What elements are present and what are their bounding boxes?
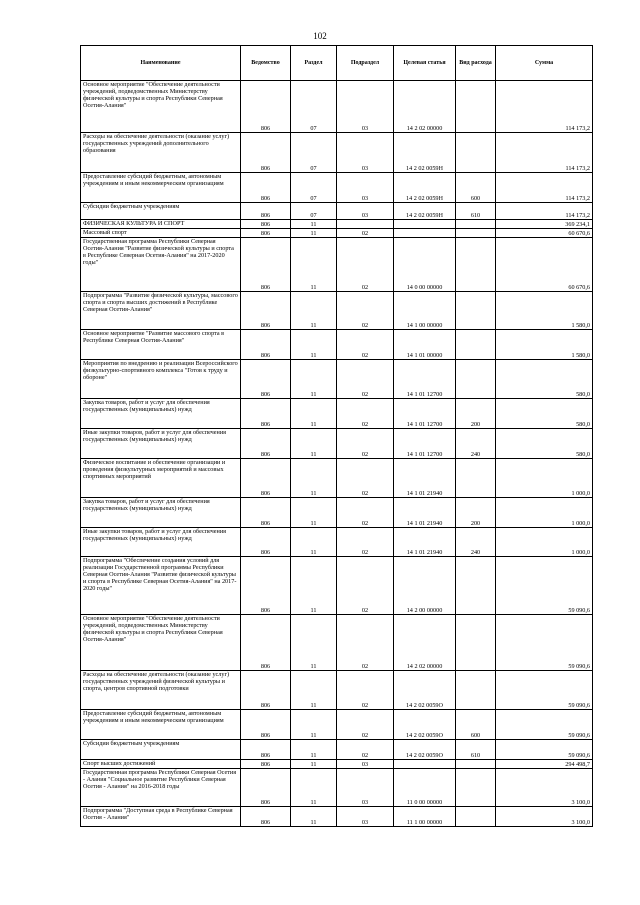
table-row xyxy=(81,429,593,459)
row-section: 11 xyxy=(291,360,337,399)
row-department: 806 xyxy=(241,459,291,498)
row-expense-type: 240 xyxy=(456,528,496,557)
header-section: Раздел xyxy=(291,46,337,81)
row-name: Массовый спорт xyxy=(81,229,241,238)
row-target-article: 14 2 02 0059О xyxy=(394,740,456,760)
row-subsection: 02 xyxy=(337,498,394,528)
row-target-article: 14 2 02 0059Н xyxy=(394,173,456,203)
table-row xyxy=(81,769,593,807)
row-expense-type xyxy=(456,292,496,330)
row-amount: 114 173,2 xyxy=(496,133,593,173)
row-section: 11 xyxy=(291,710,337,740)
row-target-article xyxy=(394,229,456,238)
table-row xyxy=(81,740,593,760)
row-subsection: 02 xyxy=(337,292,394,330)
row-subsection: 03 xyxy=(337,203,394,220)
row-department: 806 xyxy=(241,292,291,330)
row-section: 07 xyxy=(291,173,337,203)
table-row xyxy=(81,528,593,557)
row-name: Закупка товаров, работ и услуг для обеспечения государственных (муниципальных) нужд xyxy=(81,498,241,528)
row-subsection: 02 xyxy=(337,557,394,615)
row-subsection: 02 xyxy=(337,740,394,760)
row-amount: 114 173,2 xyxy=(496,173,593,203)
row-subsection: 02 xyxy=(337,710,394,740)
row-department: 806 xyxy=(241,238,291,292)
row-department: 806 xyxy=(241,203,291,220)
row-amount: 60 670,6 xyxy=(496,229,593,238)
row-department: 806 xyxy=(241,220,291,229)
table-header-row xyxy=(81,46,593,81)
row-section: 11 xyxy=(291,498,337,528)
table-row xyxy=(81,238,593,292)
row-subsection: 02 xyxy=(337,399,394,429)
row-section: 11 xyxy=(291,769,337,807)
table-row xyxy=(81,81,593,133)
row-target-article: 14 1 01 21940 xyxy=(394,459,456,498)
row-subsection: 02 xyxy=(337,229,394,238)
row-target-article xyxy=(394,220,456,229)
row-expense-type xyxy=(456,133,496,173)
row-department: 806 xyxy=(241,740,291,760)
row-amount: 59 090,6 xyxy=(496,557,593,615)
row-department: 806 xyxy=(241,133,291,173)
row-expense-type xyxy=(456,807,496,827)
row-section: 07 xyxy=(291,81,337,133)
row-department: 806 xyxy=(241,81,291,133)
row-name: Основное мероприятие "Обеспечение деятельности учреждений, подведомственных Министерству физической культуры и спорта Республики Северная Осетия-Алания" xyxy=(81,615,241,671)
row-target-article: 14 2 02 0059О xyxy=(394,671,456,710)
row-target-article: 14 1 01 12700 xyxy=(394,399,456,429)
header-subsection: Подраздел xyxy=(337,46,394,81)
table-row xyxy=(81,760,593,769)
row-department: 806 xyxy=(241,360,291,399)
row-section: 11 xyxy=(291,330,337,360)
row-department: 806 xyxy=(241,330,291,360)
row-amount: 1 000,0 xyxy=(496,459,593,498)
row-section: 11 xyxy=(291,528,337,557)
row-expense-type xyxy=(456,459,496,498)
row-target-article: 14 2 02 0059Н xyxy=(394,133,456,173)
row-name: Предоставление субсидий бюджетным, автономным учреждениям и иным некоммерческим организациям xyxy=(81,710,241,740)
row-section: 11 xyxy=(291,760,337,769)
row-name: Подпрограмма "Доступная среда в Республике Северная Осетия - Алания" xyxy=(81,807,241,827)
row-department: 806 xyxy=(241,671,291,710)
page-number: 102 xyxy=(313,31,327,41)
row-section: 11 xyxy=(291,399,337,429)
row-name: Основное мероприятие "Развитие массового спорта в Республике Северная Осетия-Алания" xyxy=(81,330,241,360)
row-amount: 59 090,6 xyxy=(496,615,593,671)
row-expense-type xyxy=(456,615,496,671)
row-name: Мероприятия по внедрению и реализации Всероссийского физкультурно-спортивного комплекса "Готов к труду и обороне" xyxy=(81,360,241,399)
row-name: Спорт высших достижений xyxy=(81,760,241,769)
row-name: Закупка товаров, работ и услуг для обеспечения государственных (муниципальных) нужд xyxy=(81,399,241,429)
row-department: 806 xyxy=(241,173,291,203)
row-amount: 580,0 xyxy=(496,429,593,459)
row-subsection xyxy=(337,220,394,229)
row-expense-type xyxy=(456,671,496,710)
row-subsection: 03 xyxy=(337,133,394,173)
row-expense-type xyxy=(456,81,496,133)
row-target-article: 14 1 00 00000 xyxy=(394,292,456,330)
table-row xyxy=(81,133,593,173)
table-row xyxy=(81,203,593,220)
row-target-article: 14 1 01 12700 xyxy=(394,360,456,399)
table-row xyxy=(81,807,593,827)
table-row xyxy=(81,360,593,399)
header-amount: Сумма xyxy=(496,46,593,81)
row-amount: 580,0 xyxy=(496,360,593,399)
row-target-article: 14 0 00 00000 xyxy=(394,238,456,292)
row-subsection: 02 xyxy=(337,615,394,671)
table-row xyxy=(81,459,593,498)
row-expense-type xyxy=(456,760,496,769)
row-subsection: 03 xyxy=(337,769,394,807)
row-target-article: 11 1 00 00000 xyxy=(394,807,456,827)
row-section: 11 xyxy=(291,429,337,459)
row-name: Иные закупки товаров, работ и услуг для обеспечения государственных (муниципальных) нужд xyxy=(81,429,241,459)
row-target-article: 14 2 02 0059Н xyxy=(394,203,456,220)
row-name: Подпрограмма "Развитие физической культуры, массового спорта и спорта высших достижений в Республике Северная Осетия-Алания" xyxy=(81,292,241,330)
table-row xyxy=(81,229,593,238)
row-amount: 294 498,7 xyxy=(496,760,593,769)
row-expense-type: 610 xyxy=(456,740,496,760)
row-subsection: 02 xyxy=(337,330,394,360)
row-expense-type xyxy=(456,229,496,238)
row-name: Иные закупки товаров, работ и услуг для обеспечения государственных (муниципальных) нужд xyxy=(81,528,241,557)
row-amount: 3 100,0 xyxy=(496,769,593,807)
header-target-article: Целевая статья xyxy=(394,46,456,81)
header-name: Наименование xyxy=(81,46,241,81)
row-department: 806 xyxy=(241,399,291,429)
row-target-article: 14 1 01 21940 xyxy=(394,498,456,528)
row-subsection: 03 xyxy=(337,760,394,769)
table-row xyxy=(81,330,593,360)
table-row xyxy=(81,498,593,528)
budget-table xyxy=(80,45,593,827)
row-amount: 580,0 xyxy=(496,399,593,429)
row-section: 11 xyxy=(291,220,337,229)
row-amount: 369 234,1 xyxy=(496,220,593,229)
row-name: ФИЗИЧЕСКАЯ КУЛЬТУРА И СПОРТ xyxy=(81,220,241,229)
table-row xyxy=(81,292,593,330)
row-amount: 1 000,0 xyxy=(496,498,593,528)
row-expense-type xyxy=(456,330,496,360)
row-amount: 3 100,0 xyxy=(496,807,593,827)
row-subsection: 02 xyxy=(337,528,394,557)
row-name: Расходы на обеспечение деятельности (оказание услуг) государственных учреждений дополнительного образования xyxy=(81,133,241,173)
row-department: 806 xyxy=(241,557,291,615)
row-target-article: 11 0 00 00000 xyxy=(394,769,456,807)
row-department: 806 xyxy=(241,710,291,740)
row-expense-type: 600 xyxy=(456,710,496,740)
row-name: Субсидии бюджетным учреждениям xyxy=(81,740,241,760)
header-expense-type: Вид расхода xyxy=(456,46,496,81)
table-row xyxy=(81,710,593,740)
row-name: Субсидии бюджетным учреждениям xyxy=(81,203,241,220)
row-target-article: 14 2 00 00000 xyxy=(394,557,456,615)
row-section: 11 xyxy=(291,238,337,292)
row-expense-type xyxy=(456,220,496,229)
row-amount: 1 580,0 xyxy=(496,330,593,360)
row-expense-type: 610 xyxy=(456,203,496,220)
row-expense-type: 200 xyxy=(456,399,496,429)
row-name: Подпрограмма "Обеспечение создания условий для реализации Государственной программы Республики Северная Осетия-Алания "Развитие физической культуры и спорта в Республике Северная Осетия-Алания" на 2017-2020 годы" xyxy=(81,557,241,615)
row-target-article: 14 2 02 0059О xyxy=(394,710,456,740)
table-row xyxy=(81,399,593,429)
row-name: Расходы на обеспечение деятельности (оказание услуг) государственных учреждений физической культуры и спорта, центров спортивной подготовки xyxy=(81,671,241,710)
row-amount: 114 173,2 xyxy=(496,81,593,133)
row-section: 11 xyxy=(291,740,337,760)
table-row xyxy=(81,615,593,671)
row-subsection: 02 xyxy=(337,429,394,459)
row-department: 806 xyxy=(241,760,291,769)
row-amount: 59 090,6 xyxy=(496,740,593,760)
row-expense-type xyxy=(456,769,496,807)
table-row xyxy=(81,671,593,710)
row-amount: 1 000,0 xyxy=(496,528,593,557)
row-section: 07 xyxy=(291,203,337,220)
row-target-article: 14 1 01 12700 xyxy=(394,429,456,459)
row-section: 11 xyxy=(291,459,337,498)
row-department: 806 xyxy=(241,528,291,557)
row-department: 806 xyxy=(241,769,291,807)
row-department: 806 xyxy=(241,807,291,827)
row-expense-type: 200 xyxy=(456,498,496,528)
row-subsection: 02 xyxy=(337,360,394,399)
row-target-article: 14 2 02 00000 xyxy=(394,615,456,671)
header-department: Ведомство xyxy=(241,46,291,81)
row-amount: 1 580,0 xyxy=(496,292,593,330)
row-amount: 60 670,6 xyxy=(496,238,593,292)
row-name: Предоставление субсидий бюджетным, автономным учреждениям и иным некоммерческим организациям xyxy=(81,173,241,203)
row-name: Государственная программа Республики Северная Осетия - Алания "Социальное развитие Республики Северная Осетия - Алания" на 2016-2018 годы xyxy=(81,769,241,807)
row-section: 11 xyxy=(291,807,337,827)
row-amount: 59 090,6 xyxy=(496,671,593,710)
table-row xyxy=(81,173,593,203)
table-row xyxy=(81,220,593,229)
row-expense-type: 600 xyxy=(456,173,496,203)
row-department: 806 xyxy=(241,229,291,238)
row-section: 07 xyxy=(291,133,337,173)
row-department: 806 xyxy=(241,615,291,671)
row-section: 11 xyxy=(291,557,337,615)
row-expense-type xyxy=(456,557,496,615)
row-expense-type xyxy=(456,238,496,292)
row-expense-type: 240 xyxy=(456,429,496,459)
row-amount: 59 090,6 xyxy=(496,710,593,740)
row-department: 806 xyxy=(241,498,291,528)
row-target-article xyxy=(394,760,456,769)
row-amount: 114 173,2 xyxy=(496,203,593,220)
row-target-article: 14 1 01 21940 xyxy=(394,528,456,557)
row-subsection: 02 xyxy=(337,671,394,710)
row-section: 11 xyxy=(291,671,337,710)
row-subsection: 03 xyxy=(337,81,394,133)
table-row xyxy=(81,557,593,615)
row-subsection: 02 xyxy=(337,238,394,292)
row-section: 11 xyxy=(291,615,337,671)
row-name: Физическое воспитание и обеспечение организации и проведения физкультурных мероприятий и массовых спортивных мероприятий xyxy=(81,459,241,498)
row-section: 11 xyxy=(291,229,337,238)
row-subsection: 03 xyxy=(337,173,394,203)
row-department: 806 xyxy=(241,429,291,459)
row-subsection: 03 xyxy=(337,807,394,827)
row-subsection: 02 xyxy=(337,459,394,498)
row-expense-type xyxy=(456,360,496,399)
row-name: Основное мероприятие "Обеспечение деятельности учреждений, подведомственных Министерству физической культуры и спорта Республики Северная Осетия-Алания" xyxy=(81,81,241,133)
row-target-article: 14 2 02 00000 xyxy=(394,81,456,133)
row-target-article: 14 1 01 00000 xyxy=(394,330,456,360)
row-section: 11 xyxy=(291,292,337,330)
row-name: Государственная программа Республики Северная Осетия-Алания "Развитие физической культуры и спорта в Республике Северная Осетия-Алания" на 2017-2020 годы" xyxy=(81,238,241,292)
